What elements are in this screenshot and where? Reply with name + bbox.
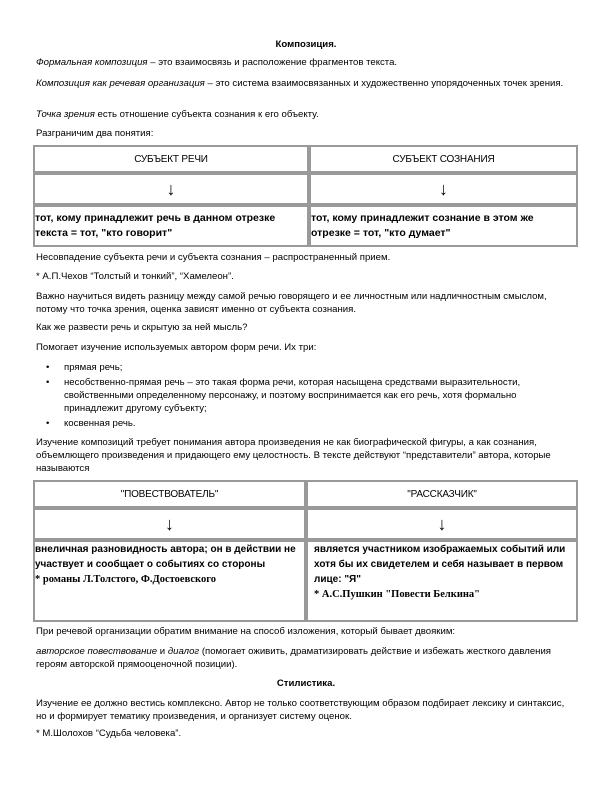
definition-text: есть отношение субъекта сознания к его объекту. [94,109,319,120]
example-note: * романы Л.Толстого, Ф.Достоевского [35,574,216,585]
term: авторское повествование [36,646,158,657]
page-title: Композиция. [275,39,337,50]
arrow-down-icon: ↓ [33,173,309,205]
arrow-down-icon: ↓ [309,173,578,205]
paragraph: Изучение ее должно вестись комплексно. Автор не только соответствующим образом подбирает лексику и синтаксис, но и формирует тематику произведения, и организует систему оценок. [36,698,565,722]
narrator-table [33,480,578,622]
paragraph: Как же развести речь и скрытую за ней мысль? [36,322,248,333]
paragraph [36,645,576,671]
table-header-narrator: "ПОВЕСТВОВАТЕЛЬ" [33,480,306,508]
table-header-speech-subject: СУБЪЕКТ РЕЧИ [33,145,309,173]
speech-forms-list [36,361,576,432]
table-cell [33,540,306,622]
term: Точка зрения [36,109,95,120]
definition-point-of-view [36,108,576,121]
paragraph: Разграничим два понятия: [36,128,154,139]
term: диалог [167,646,200,657]
table-cell [306,540,578,622]
paragraph: Помогает изучение используемых автором форм речи. Их три: [36,342,317,353]
definition-formal-composition [36,56,576,69]
list-item: • прямая речь; [36,361,576,374]
paragraph: Изучение композиций требует понимания автора произведения не как биографической фигуры, а как сознания, объемлющего произведения и придающего ему целостность. В тексте действуют “представители” автора, которые называются [36,437,551,474]
example-note: * М.Шолохов “Судьба человека”. [36,728,182,739]
example-note: * А.С.Пушкин "Повести Белкина" [314,589,481,600]
paragraph: Важно научиться видеть разницу между самой речью говорящего и ее личностным или надличностным смыслом, потому что точка зрения, оценка зависят именно от субъекта сознания. [36,291,547,315]
term: Композиция как речевая организация [36,78,205,89]
table-header-storyteller: "РАССКАЗЧИК" [306,480,578,508]
cell-text: является участником изображаемых событий или хотя бы их свидетелем и себя называет в первом лице: "Я" [314,544,566,585]
paragraph-text: (помогает оживить, драматизировать действие и избежать жесткого давления героям авторской прямооценочной позиции). [36,646,552,670]
list-item: • косвенная речь. [36,417,576,430]
term: Формальная композиция [36,57,148,68]
section-title: Стилистика. [276,678,336,689]
arrow-down-icon: ↓ [33,508,306,540]
arrow-down-icon: ↓ [306,508,578,540]
list-item: • несобственно-прямая речь – это такая форма речи, которая насыщена средствами выразительности, свойственными определенному персонажу, и поэтому воспринимается как его речь, хотя формально принадлежит другому субъекту; [36,376,576,415]
definition-text: – это система взаимосвязанных и художественно упорядоченных точек зрения. [204,78,564,89]
example-note: * А.П.Чехов “Толстый и тонкий”, “Хамелеон”. [36,271,234,282]
definition-text: – это взаимосвязь и расположение фрагментов текста. [147,57,398,68]
paragraph-text: и [157,646,168,657]
definition-speech-organization [36,77,576,90]
table-cell: тот, кому принадлежит сознание в этом же отрезке = тот, "кто думает" [309,205,578,247]
subject-table [33,145,578,247]
cell-text: внеличная разновидность автора; он в действии не участвует и сообщает о событиях со стороны [35,544,296,570]
table-header-consciousness-subject: СУБЪЕКТ СОЗНАНИЯ [309,145,578,173]
table-cell: тот, кому принадлежит речь в данном отрезке текста = тот, "кто говорит" [33,205,309,247]
paragraph: При речевой организации обратим внимание на способ изложения, который бывает двояким: [36,626,456,637]
paragraph: Несовпадение субъекта речи и субъекта сознания – распространенный прием. [36,252,391,263]
